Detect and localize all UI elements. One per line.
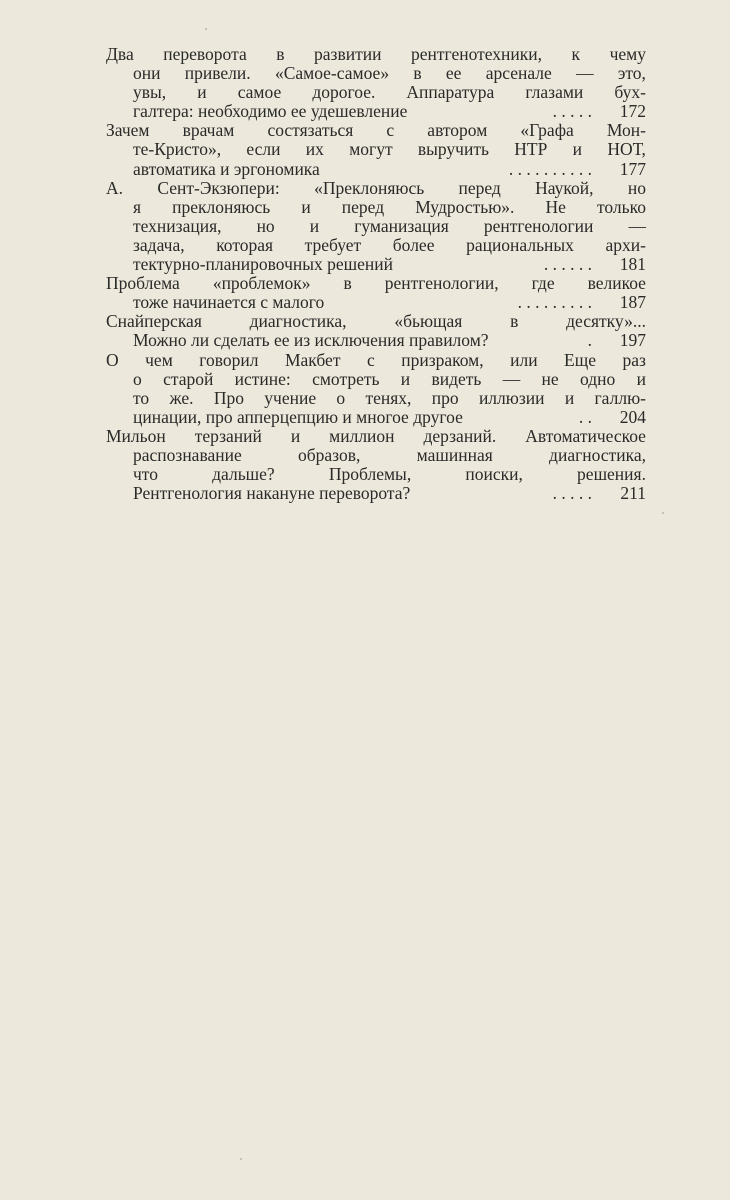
leader-dots: .: [587, 331, 592, 351]
page-number: 181: [619, 254, 646, 275]
toc-entry-text: тоже начинается с малого: [133, 292, 325, 313]
toc-entry-line: Два переворота в развитии рентгенотехники, к чему: [106, 44, 646, 64]
toc-entry-last-line: [106, 102, 646, 121]
toc-entry-last-line: [106, 408, 646, 427]
leader-dots: . . . . .: [552, 102, 592, 122]
toc-entry-last-line: [106, 255, 646, 274]
toc-entry-line: те-Кристо», если их могут выручить НТР и НОТ,: [133, 139, 646, 160]
page-number: 211: [620, 483, 646, 504]
toc-entry: [106, 45, 646, 121]
toc-entry-line: они привели. «Самое-самое» в ее арсенале — это,: [133, 63, 646, 84]
toc-entry-line: то же. Про учение о тенях, про иллюзии и галлю-: [133, 387, 646, 408]
table-of-contents: [106, 45, 646, 503]
paper-speck: [205, 28, 207, 30]
leader-dots: . . . . . . . . . .: [508, 159, 592, 179]
paper-speck: [662, 512, 664, 514]
toc-entry-line: Зачем врачам состязаться с автором «Графа Мон-: [106, 120, 646, 141]
leader-dots: . . . . . .: [543, 255, 592, 275]
toc-entry-line: задача, которая требует более рациональных архи-: [133, 234, 646, 255]
toc-entry-line: технизация, но и гуманизация рентгенологии —: [133, 215, 646, 236]
page-number: 187: [619, 292, 646, 313]
toc-entry-text: Рентгенология накануне переворота?: [133, 483, 411, 504]
toc-entry-text: галтера: необходимо ее удешевление: [133, 101, 408, 122]
toc-entry-last-line: [106, 484, 646, 503]
toc-entry: [106, 312, 646, 350]
paper-speck: [240, 1158, 242, 1160]
leader-dots: . .: [578, 407, 592, 427]
toc-entry-text: Можно ли сделать ее из исключения правилом?: [133, 330, 489, 351]
leader-dots: . . . . . . . . .: [517, 293, 592, 313]
toc-entry-line: А. Сент-Экзюпери: «Преклоняюсь перед Наукой, но: [106, 177, 646, 198]
toc-entry-text: тектурно-планировочных решений: [133, 254, 393, 275]
toc-entry-line: я преклоняюсь и перед Мудростью». Не только: [133, 196, 646, 217]
toc-entry-line: Снайперская диагностика, «бьющая в десятку»...: [106, 311, 646, 332]
toc-entry: [106, 351, 646, 427]
toc-entry: [106, 274, 646, 312]
toc-entry-line: увы, и самое дорогое. Аппаратура глазами бух-: [133, 82, 646, 103]
toc-entry-text: цинации, про апперцепцию и многое другое: [133, 406, 463, 427]
toc-entry-text: автоматика и эргономика: [133, 158, 320, 179]
page-number: 172: [619, 101, 646, 122]
toc-entry-last-line: [106, 293, 646, 312]
page-number: 197: [619, 330, 646, 351]
leader-dots: . . . . .: [552, 484, 592, 504]
toc-entry: [106, 179, 646, 274]
toc-entry-line: распознавание образов, машинная диагностика,: [133, 444, 646, 465]
toc-entry-line: Мильон терзаний и миллион дерзаний. Автоматическое: [106, 425, 646, 446]
toc-entry-line: что дальше? Проблемы, поиски, решения.: [133, 464, 646, 485]
toc-entry: [106, 427, 646, 503]
toc-entry-line: Проблема «проблемок» в рентгенологии, где великое: [106, 273, 646, 294]
toc-entry: [106, 121, 646, 178]
toc-entry-last-line: [106, 160, 646, 179]
page-number: 177: [619, 158, 646, 179]
page-number: 204: [619, 406, 646, 427]
toc-entry-line: О чем говорил Макбет с призраком, или Еще раз: [106, 349, 646, 370]
toc-entry-last-line: [106, 331, 646, 350]
toc-entry-line: о старой истине: смотреть и видеть — не одно и: [133, 368, 646, 389]
